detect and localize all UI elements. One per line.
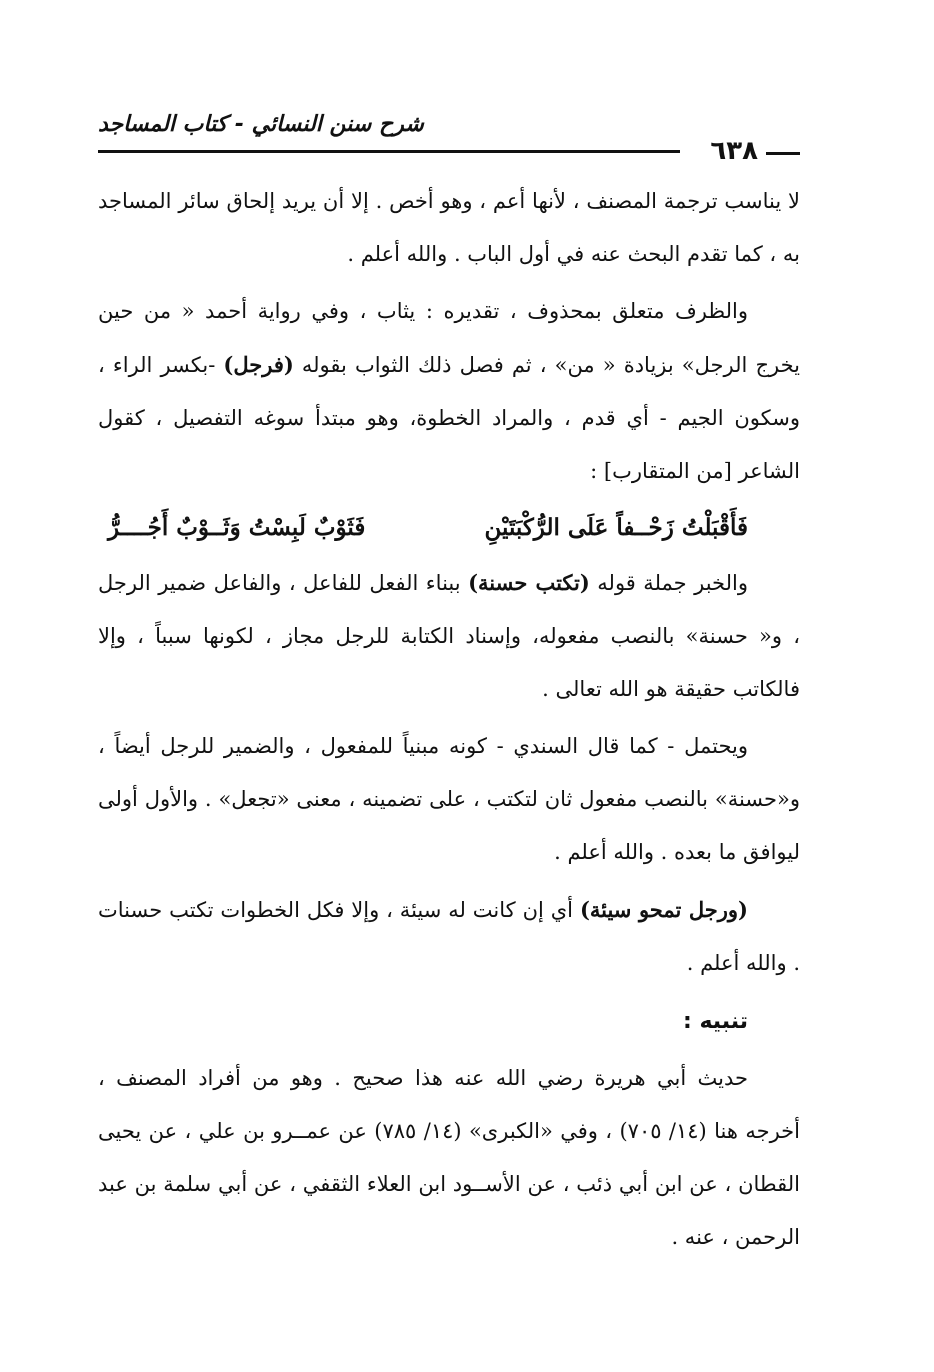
paragraph-2 (98, 285, 800, 498)
paragraph-2-text-b: -بكسر الراء ، وسكون الجيم - أي قدم ، والمراد الخطوة، وهو مبتدأ سوغه التفصيل ، كقول الشاعر [من المتقارب] : (98, 353, 800, 483)
paragraph-2-text-a: والظرف متعلق بمحذوف ، تقديره : يثاب ، وفي رواية أحمد « من حين يخرج الرجل» بزيادة « من» ، ثم فصل ذلك الثواب بقوله (98, 299, 800, 377)
paragraph-5 (98, 883, 800, 990)
paragraph-1-text: لا يناسب ترجمة المصنف ، لأنها أعم ، وهو أخص . إلا أن يريد إلحاق سائر المساجد به ، كما تقدم البحث عنه في أول الباب . والله أعلم . (98, 189, 800, 266)
header-rule (98, 150, 680, 153)
paragraph-3-text-a: والخبر جملة قوله (589, 571, 748, 595)
paragraph-4 (98, 720, 800, 879)
body-text (98, 175, 800, 1264)
paragraph-6-text: حديث أبي هريرة رضي الله عنه هذا صحيح . وهو من أفراد المصنف ، أخرجه هنا (١٤/ ٧٠٥) ، وفي «الكبرى» (١٤/ ٧٨٥) عن عمــرو بن علي ، عن يحيى القطان ، عن ابن أبي ذئب ، عن الأســود ابن العلاء الثقفي ، عن أبي سلمة بن عبد الرحمن ، عنه . (98, 1066, 800, 1249)
paragraph-5-text: أي إن كانت له سيئة ، وإلا فكل الخطوات تكتب حسنات . والله أعلم . (98, 898, 800, 975)
paragraph-6 (98, 1052, 800, 1264)
section-heading: تنبيه : (682, 1009, 748, 1034)
paragraph-4-text: ويحتمل - كما قال السندي - كونه مبنياً للمفعول ، والضمير للرجل أيضاً ، و«حسنة» بالنصب مفعول ثان لتكتب ، على تضمينه ، معنى «تجعل» . والأول أولى ليوافق ما بعده . والله أعلم . (98, 734, 800, 864)
verse-hemistich-1: فَأَقْبَلْتُ زَحْــفاً عَلَى الرُّكْبَتَيْنِ (484, 514, 748, 541)
running-header (98, 108, 800, 166)
paragraph-3 (98, 556, 800, 716)
page-number-dash (766, 152, 800, 155)
paragraph-2-quote: (فرجل) (223, 352, 294, 377)
verse-hemistich-2: فَثَوْبٌ لَبِسْتُ وَثَــوْبٌ أَجُــــرُّ (108, 514, 366, 541)
poetry-verse (98, 500, 800, 556)
paragraph-1 (98, 175, 800, 281)
header-title: شرح سنن النسائي - كتاب المساجد (98, 112, 424, 137)
paragraph-5-quote: (ورجل تمحو سيئة) (579, 897, 748, 922)
paragraph-3-text-b: ببناء الفعل للفاعل ، والفاعل ضمير الرجل ، و« حسنة» بالنصب مفعوله، وإسناد الكتابة للرجل مجاز ، لكونها سبباً ، وإلا فالكاتب حقيقة هو الله تعالى . (98, 571, 800, 701)
paragraph-3-quote: (تكتب حسنة) (468, 570, 590, 595)
page-number: ٦٣٨ (710, 136, 758, 166)
